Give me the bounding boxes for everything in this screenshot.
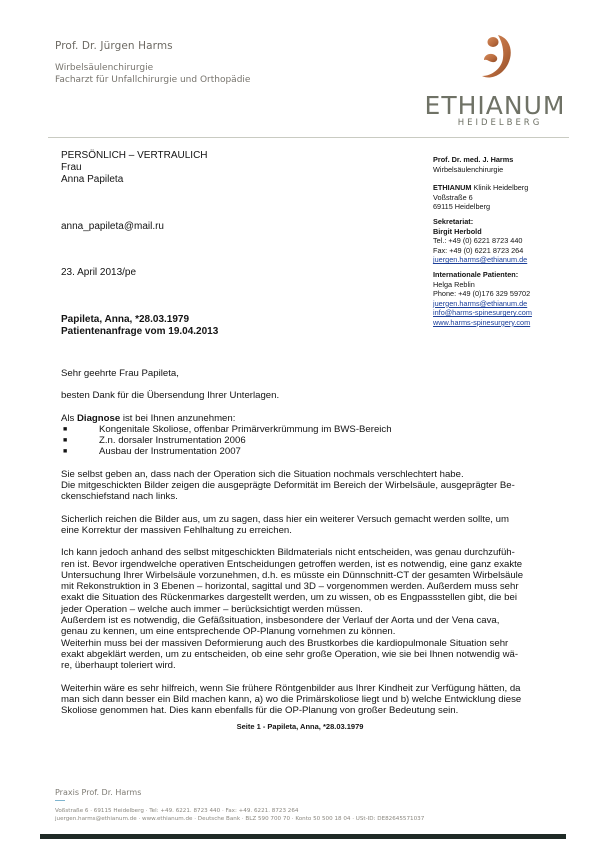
footer-address-line: Voßstraße 6 · 69115 Heidelberg · Tel: +49. 6221. 8723 440 · Fax: +49. 6221. 8723 264 (55, 808, 299, 814)
info-email-link[interactable]: info@harms-spinesurgery.com (433, 308, 532, 318)
confidential-label: PERSÖNLICH – VERTRAULICH (61, 150, 208, 161)
secretariat-fax: Fax: +49 (0) 6221 8723 264 (433, 245, 524, 255)
footer-accent-line (55, 800, 65, 801)
thanks-line: besten Dank für die Übersendung Ihrer Unterlagen. (61, 390, 280, 402)
clinic-street: Voßstraße 6 (433, 192, 473, 202)
intl-email-link[interactable]: juergen.harms@ethianum.de (433, 298, 528, 308)
letterhead-specialties (55, 62, 250, 86)
website-link[interactable]: www.harms-spinesurgery.com (433, 317, 531, 327)
clinic-city: 69115 Heidelberg (433, 202, 491, 212)
recipient-salutation: Frau (61, 162, 82, 173)
diagnosis-item: ■ Z.n. dorsaler Instrumentation 2006 (63, 435, 246, 447)
diagnosis-intro: Als Diagnose ist bei Ihnen anzunehmen: (61, 412, 236, 424)
sender-info-block (433, 155, 593, 328)
clinic-name (433, 183, 593, 193)
ethianum-logo-text: ETHIANUM (424, 91, 566, 120)
greeting: Sehr geehrte Frau Papileta, (61, 368, 179, 379)
secretariat-label: Sekretariat: (433, 216, 474, 226)
footer-bank-line: juergen.harms@ethianum.de · www.ethianum.de · Deutsche Bank · BLZ 590 700 70 · Konto 50 500 18 04 · USt-ID: DE82645571037 (55, 816, 425, 822)
diagnosis-item: ■ Kongenitale Skoliose, offenbar Primärverkrümmung im BWS-Bereich (63, 423, 392, 435)
letterhead-name: Prof. Dr. Jürgen Harms (55, 40, 173, 52)
sender-doctor: Prof. Dr. med. J. Harms (433, 155, 514, 164)
bullet-icon: ■ (63, 448, 68, 456)
footer-bar (40, 834, 566, 839)
secretary-name: Birgit Herbold (433, 226, 482, 236)
intl-contact-name: Helga Reblin (433, 279, 475, 289)
letter-date: 23. April 2013/pe (61, 267, 137, 278)
letter-body (61, 368, 561, 727)
bullet-icon: ■ (63, 425, 68, 433)
sender-specialty: Wirbelsäulenchirurgie (433, 164, 504, 174)
letterhead-specialty: Facharzt für Unfallchirurgie und Orthopädie (55, 75, 251, 85)
subject-inquiry: Patientenanfrage vom 19.04.2013 (61, 326, 219, 337)
diagnosis-label: Diagnose (77, 412, 121, 424)
ethianum-swirl-icon (476, 32, 516, 84)
intl-phone: Phone: +49 (0)176 329 59702 (433, 289, 531, 299)
secretariat-email-link[interactable]: juergen.harms@ethianum.de (433, 255, 528, 265)
paragraph-4: Weiterhin wäre es sehr hilfreich, wenn Sie frühere Röntgenbilder aus Ihrer Kindheit zur Verfügung hätten, da man sich dann besser ein Bild machen kann, a) wo die Primärskoliose liegt und b) welche Entwicklung diese Skoliose genommen hat. Dies kann ebenfalls für die OP-Planung von großer Bedeutung sein. (61, 682, 522, 717)
bullet-icon: ■ (63, 437, 68, 445)
recipient-name: Anna Papileta (61, 174, 124, 185)
paragraph-1: Sie selbst geben an, dass nach der Operation sich die Situation nochmals verschlechtert habe. Die mitgeschickten Bilder zeigen die ausgeprägte Deformität im Bereich der Wirbelsäule, ausgeprägter Be- ckenschiefstand nach links. (61, 468, 515, 503)
clinic-name-bold: ETHIANUM (433, 183, 472, 193)
paragraph-3: Ich kann jedoch anhand des selbst mitgeschickten Bildmaterials nicht entscheiden, was genau durchzufüh- ren ist. Bevor irgendwelche operativen Entscheidungen getroffen werden, ist es notwendig, eine ganz exakte Untersuchung Ihrer Wirbelsäule vorzunehmen, d.h. es müsste ein Dünnschnitt-CT der gesamten Wirbelsäule mit Rekonstruktion in 3 Ebenen – horizontal, sagittal und 3D – vorgenommen werden. Außerdem muss sehr exakt die Situation des Rückenmarkes dargestellt werden, um zu wissen, ob es Engpassstellen gibt, die bei jeder Operation – welche auch immer – berücksichtigt werden müssen. Außerdem ist es notwendig, die Gefäßsituation, insbesondere der Verlauf der Aorta und der Vena cava, genau zu kennen, um eine entsprechende OP-Planung vornehmen zu können. Weiterhin muss bei der massiven Deformierung auch des Brustkorbes die kardiopulmonale Situation sehr exakt abgeklärt werden, um zu entscheiden, ob eine sehr große Operation, wie sie bei Ihnen notwendig wä- re, überhaupt toleriert wird. (61, 547, 524, 672)
footer-practice-name: Praxis Prof. Dr. Harms (55, 788, 142, 797)
secretariat-phone: Tel.: +49 (0) 6221 8723 440 (433, 236, 523, 246)
letterhead-specialty: Wirbelsäulenchirurgie (55, 63, 154, 73)
footer-contact-lines (55, 807, 424, 823)
clinic-name-rest: Klinik Heidelberg (471, 183, 529, 193)
recipient-email: anna_papileta@mail.ru (61, 221, 164, 232)
diagnosis-list (61, 424, 561, 458)
intl-patients-label: Internationale Patienten: (433, 269, 519, 279)
recipient-address (61, 150, 208, 186)
page-number-footer: Seite 1 - Papileta, Anna, *28.03.1979 (236, 722, 364, 731)
subject-block (61, 314, 218, 338)
paragraph-2: Sicherlich reichen die Bilder aus, um zu sagen, dass hier ein weiterer Versuch gemacht werden sollte, um eine Korrektur der massiven Fehlhaltung zu erreichen. (61, 513, 509, 536)
subject-patient: Papileta, Anna, *28.03.1979 (61, 314, 190, 325)
ethianum-logo-city: HEIDELBERG (457, 118, 543, 128)
header-divider (48, 137, 569, 138)
diagnosis-item: ■ Ausbau der Instrumentation 2007 (63, 446, 241, 458)
